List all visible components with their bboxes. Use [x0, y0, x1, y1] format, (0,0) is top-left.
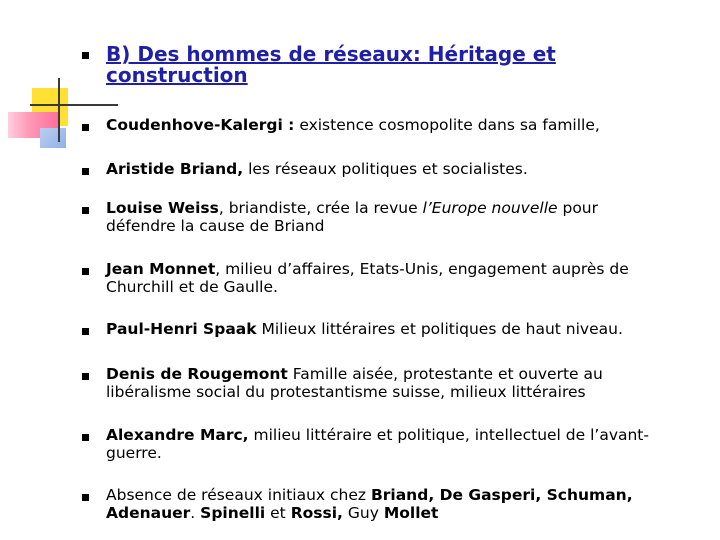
separator: . — [190, 503, 201, 522]
separator: et — [265, 503, 291, 522]
bullet-icon — [82, 268, 89, 275]
item-text: Famille aisée, protestante et ouverte au libéralisme social du protestantisme suisse, milieux littéraires — [106, 365, 603, 401]
list-item — [106, 117, 666, 135]
item-text: milieu littéraire et politique, intellectuel de l’avant-guerre. — [106, 426, 649, 462]
item-text: Absence de réseaux initiaux chez — [106, 486, 371, 504]
item-text: , briandiste, crée la revue — [218, 199, 423, 217]
person-name: Coudenhove-Kalergi : — [106, 116, 295, 134]
bullet-icon — [82, 52, 89, 59]
list-item — [106, 427, 666, 462]
bullet-icon — [82, 124, 89, 131]
person-name: Jean Monnet — [106, 260, 216, 278]
bullet-icon — [82, 434, 89, 441]
person-name: Alexandre Marc, — [106, 426, 249, 444]
item-text: existence cosmopolite dans sa famille, — [294, 116, 600, 134]
slide-heading: B) Des hommes de réseaux: Héritage et construction — [106, 42, 556, 87]
bullet-icon — [82, 328, 89, 335]
bullet-icon — [82, 373, 89, 380]
person-name: Louise Weiss — [106, 199, 219, 217]
journal-title: l’Europe nouvelle — [422, 199, 558, 217]
person-name: Paul-Henri Spaak — [106, 320, 257, 338]
decor-blue-square — [40, 128, 66, 148]
person-name: Rossi, — [290, 503, 343, 522]
list-item — [106, 321, 666, 339]
item-text: Milieux littéraires et politiques de haut niveau. — [256, 320, 623, 338]
list-item — [106, 487, 666, 522]
separator: Guy — [342, 503, 384, 522]
list-item — [106, 261, 666, 296]
person-names: Briand, De Gasperi, Schuman, Adenauer — [106, 486, 633, 522]
person-name: Mollet — [383, 503, 439, 522]
person-name: Spinelli — [200, 503, 266, 522]
list-item — [106, 161, 666, 179]
bullet-icon — [82, 168, 89, 175]
person-name: Denis de Rougemont — [106, 365, 288, 383]
decor-vertical-line — [58, 78, 60, 142]
item-text: , milieu d’affaires, Etats-Unis, engagement auprès de Churchill et de Gaulle. — [106, 260, 629, 296]
item-text: pour défendre la cause de Briand — [106, 199, 598, 235]
list-item — [106, 200, 666, 235]
person-name: Aristide Briand, — [106, 160, 244, 178]
item-text: les réseaux politiques et socialistes. — [243, 160, 528, 178]
list-item — [106, 366, 666, 401]
decor-horizontal-line — [30, 104, 118, 106]
bullet-icon — [82, 207, 89, 214]
bullet-icon — [82, 494, 89, 501]
